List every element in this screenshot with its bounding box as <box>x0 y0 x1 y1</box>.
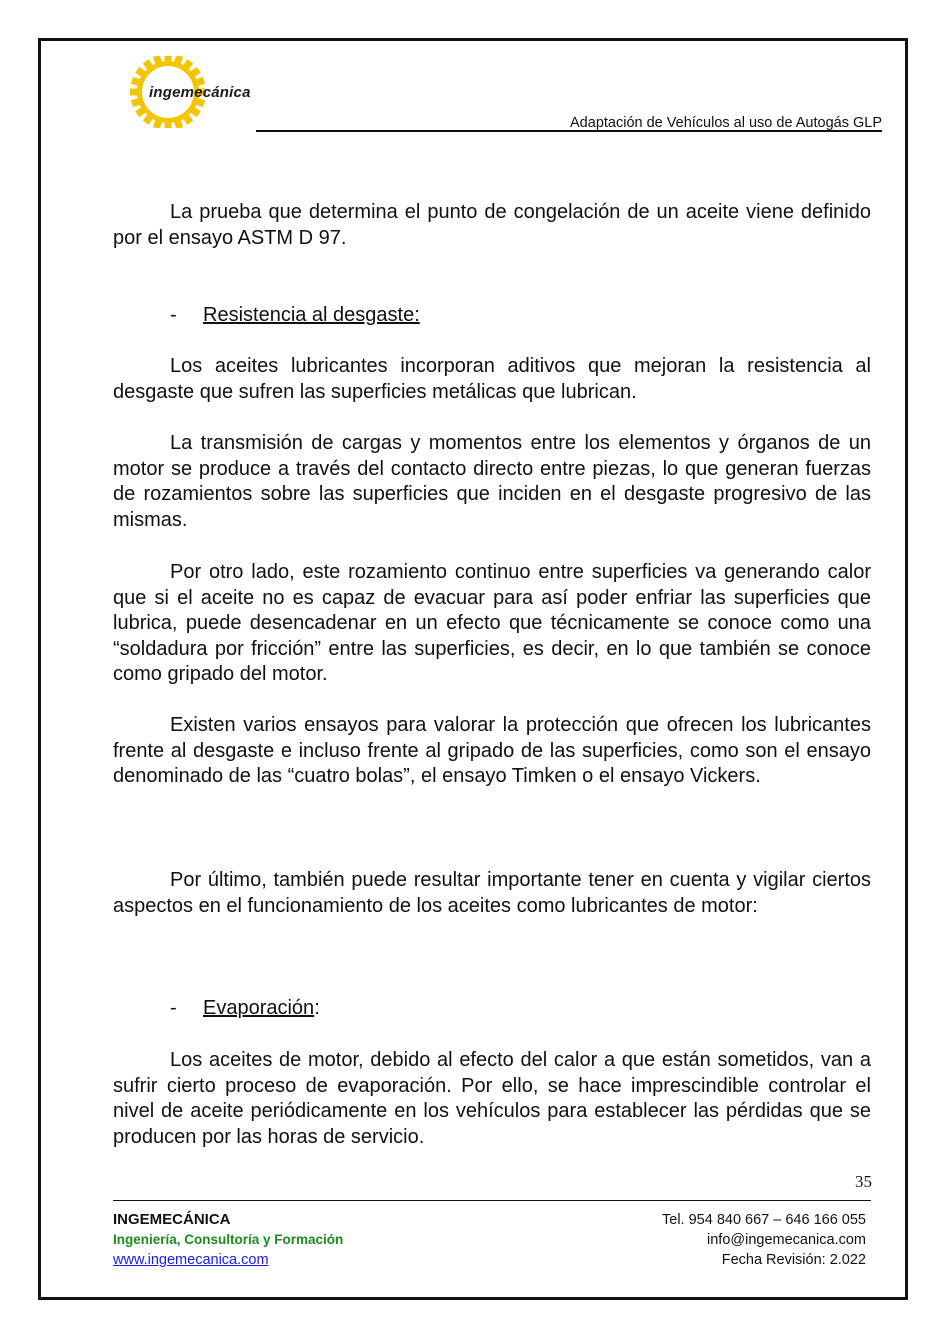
footer-email[interactable]: info@ingemecanica.com <box>707 1232 866 1248</box>
bullet-heading: Resistencia al desgaste: <box>203 304 420 326</box>
footer-right <box>662 1210 866 1270</box>
paragraph: La prueba que determina el punto de congelación de un aceite viene definido por el ensayo ASTM D 97. <box>113 201 871 249</box>
document-title: Adaptación de Vehículos al uso de Autogás GLP <box>570 115 882 131</box>
footer-phone: Tel. 954 840 667 – 646 166 055 <box>662 1212 866 1228</box>
paragraph: La transmisión de cargas y momentos entre los elementos y órganos de un motor se produce a través del contacto directo entre piezas, lo que generan fuerzas de rozamientos sobre las superficies que inciden en el desgaste progresivo de las mismas. <box>113 432 871 531</box>
footer-company: INGEMECÁNICA <box>113 1211 231 1228</box>
footer-left <box>113 1210 343 1270</box>
paragraph: Por último, también puede resultar importante tener en cuenta y vigilar ciertos aspectos en el funcionamiento de los aceites como lubricantes de motor: <box>113 869 871 917</box>
footer-tagline: Ingeniería, Consultoría y Formación <box>113 1232 344 1247</box>
bullet-item: - Resistencia al desgaste: <box>170 304 420 326</box>
page-number: 35 <box>855 1172 872 1191</box>
footer-revision: Fecha Revisión: 2.022 <box>721 1252 866 1268</box>
paragraph: Los aceites lubricantes incorporan aditivos que mejoran la resistencia al desgaste que sufren las superficies metálicas que lubrican. <box>113 355 871 403</box>
footer-website-link[interactable]: www.ingemecanica.com <box>113 1252 269 1268</box>
bullet-heading: Evaporación <box>203 997 315 1019</box>
paragraph: Existen varios ensayos para valorar la protección que ofrecen los lubricantes frente al desgaste e incluso frente al gripado de las superficies, como son el ensayo denominado de las “cuatro bolas”, el ensayo Timken o el ensayo Vickers. <box>113 714 871 788</box>
header-rule <box>256 130 882 132</box>
ingemecanica-logo <box>128 56 268 128</box>
paragraph: Por otro lado, este rozamiento continuo entre superficies va generando calor que si el aceite no es capaz de evacuar para así poder enfriar las superficies que lubrica, puede desencadenar en un efecto que técnicamente se conoce como una “soldadura por fricción” entre las superficies, es decir, en lo que también se conoce como gripado del motor. <box>113 561 871 686</box>
logo-text: ingemecánica <box>149 84 251 101</box>
footer-rule <box>113 1200 871 1201</box>
bullet-item: - Evaporación: <box>170 997 320 1019</box>
paragraph: Los aceites de motor, debido al efecto del calor a que están sometidos, van a sufrir cierto proceso de evaporación. Por ello, se hace imprescindible controlar el nivel de aceite periódicamente en los vehículos para establecer las pérdidas que se producen por las horas de servicio. <box>113 1049 871 1148</box>
